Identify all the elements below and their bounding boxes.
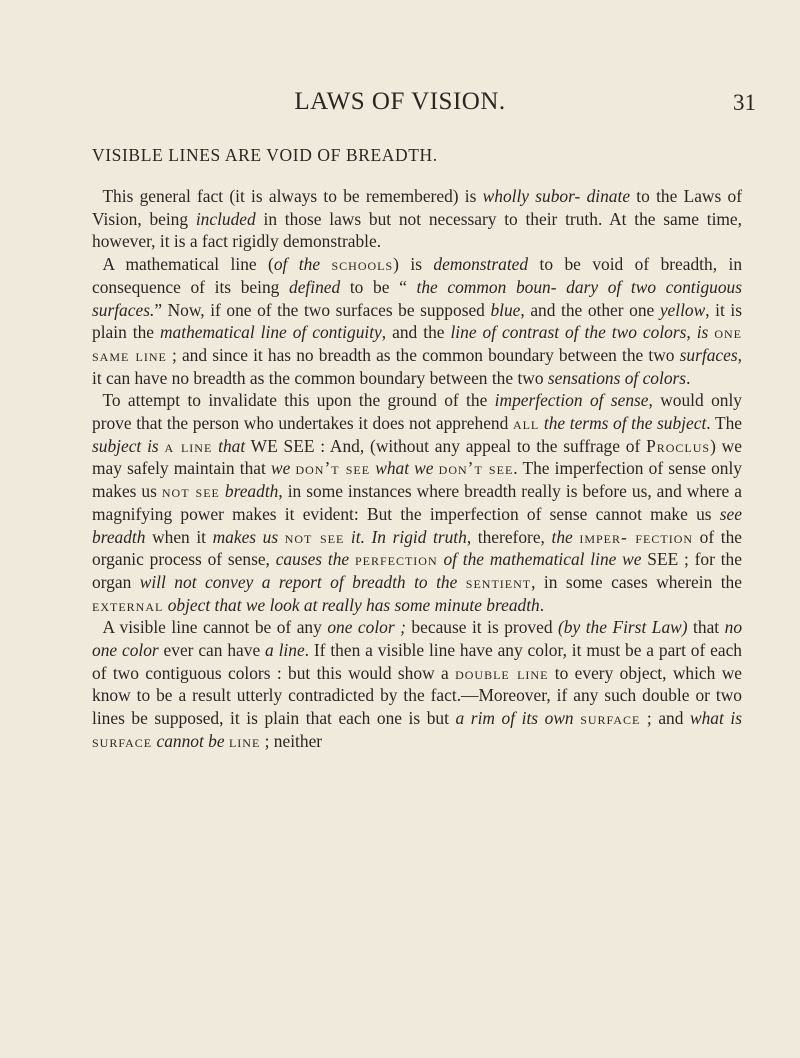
text-run: A mathematical line ( — [102, 254, 274, 275]
text-run: SEE ; for the organ — [92, 549, 742, 592]
text-run — [457, 572, 465, 592]
paragraph-3 — [92, 389, 742, 616]
text-run — [344, 527, 351, 547]
text-run: defined — [289, 276, 341, 297]
text-run: ; and — [640, 708, 690, 729]
text-run: one color ; — [327, 617, 406, 638]
text-run: perfection — [354, 549, 438, 570]
text-run: no one color — [92, 617, 743, 661]
text-run: what we — [375, 458, 434, 479]
text-run: (by the First Law) — [558, 617, 688, 638]
text-run: ; and since it has no breadth as the common boundary between the two — [166, 344, 680, 365]
text-run: schools — [331, 254, 394, 275]
text-run: surface — [92, 730, 153, 751]
text-run — [278, 527, 285, 547]
text-run: the — [551, 526, 573, 547]
paragraph-2 — [92, 253, 742, 389]
text-run: what is — [690, 708, 742, 729]
running-title: LAWS OF VISION. — [294, 88, 506, 115]
text-run: a rim of its own — [455, 708, 574, 729]
text-run: , would only prove that the person who undertakes it does not apprehend — [92, 390, 743, 434]
page-header — [0, 88, 800, 128]
text-run: because it is proved — [405, 617, 559, 638]
text-run: causes the — [275, 549, 350, 570]
paragraph-1 — [92, 185, 742, 253]
text-run: ) is — [393, 254, 434, 275]
text-run: , therefore, — [466, 526, 552, 547]
text-run: A visible line cannot be of any — [102, 617, 328, 638]
text-run: , it can have no breadth as the common boundary between the two — [92, 344, 742, 388]
text-run: don’t see — [438, 458, 514, 479]
text-run: ; neither — [260, 730, 323, 751]
text-run: see breadth — [92, 503, 742, 547]
text-run: ” Now, if one of the two surfaces be supposed — [154, 299, 491, 320]
text-run: imperfection of sense — [494, 390, 649, 411]
text-run: WE SEE : And, (without any appeal to the suffrage of — [245, 435, 647, 456]
text-run: line — [228, 730, 261, 751]
text-run: wholly subor- dinate — [482, 186, 631, 206]
text-run: , and the — [381, 322, 451, 343]
text-run: don’t see — [295, 458, 371, 479]
text-run: sentient — [465, 571, 532, 592]
text-run: breadth — [224, 481, 279, 502]
text-run: sensations of colors — [547, 367, 687, 388]
text-run: of the mathematical line we — [443, 549, 642, 570]
text-run: the terms of the subject — [543, 413, 707, 434]
text-run: when it — [145, 526, 213, 547]
text-run: object that we look at really has some minute breadth — [167, 594, 540, 615]
text-run: , in some cases wherein the — [531, 571, 742, 592]
body-text — [92, 185, 742, 753]
text-run — [320, 254, 331, 274]
text-run: . The — [706, 413, 742, 434]
text-run: makes us — [212, 526, 279, 547]
text-run: cannot be — [156, 730, 225, 751]
text-run: to be “ — [340, 276, 417, 297]
text-run: of the organic process of sense, — [92, 526, 742, 570]
text-run: ) we may safely maintain that — [92, 435, 742, 479]
text-run: that — [218, 435, 246, 456]
text-run: Proclus — [646, 435, 711, 456]
text-run: surface — [580, 708, 641, 729]
page-number: 31 — [733, 90, 756, 115]
text-run: line of contrast of the two colors, is — [450, 322, 709, 343]
text-run: ever can have — [158, 640, 266, 661]
text-run: that — [687, 617, 725, 638]
text-run: mathematical line of contiguity — [160, 322, 382, 343]
text-run: will not convey a report of breadth to the — [139, 571, 458, 592]
text-run: not see — [284, 526, 345, 547]
text-run: external — [92, 594, 164, 615]
text-run: we — [270, 458, 291, 479]
text-run: a line — [164, 435, 213, 456]
text-run: To attempt to invalidate this upon the ground of the — [102, 390, 495, 411]
text-run: to the Laws of Vision, being — [92, 186, 742, 229]
text-run: . — [686, 367, 691, 388]
text-run: it. In rigid truth — [350, 526, 467, 547]
text-run: This general fact (it is always to be remembered) is — [102, 186, 483, 206]
text-run: in those laws but not necessary to their truth. At the same time, however, it is a fact rigidly demonstrable. — [92, 208, 742, 252]
text-run: the common boun- dary of two contiguous surfaces. — [92, 276, 742, 320]
text-run: blue — [490, 299, 521, 320]
text-run: yellow — [659, 299, 706, 320]
text-run: of the — [273, 254, 321, 275]
text-run: , in some instances where breadth really is before us, and where a magnifying power makes it evident: But the imperfection of sense cannot make us — [92, 481, 742, 524]
text-run: all — [512, 413, 540, 434]
text-run: , and the other one — [520, 299, 660, 320]
text-run: surfaces — [679, 344, 738, 365]
text-run: included — [195, 208, 256, 229]
paragraph-4 — [92, 616, 742, 752]
text-run: to every object, which we know to be a result utterly contradicted by the fact.—Moreover, if any such double or two lines be supposed, it is plain that each one is but — [92, 662, 742, 729]
text-run: double line — [455, 662, 549, 683]
text-run: , it is plain the — [92, 299, 742, 343]
text-run: one same line — [92, 322, 742, 365]
text-run: demonstrated — [433, 254, 529, 275]
text-run: to be void of breadth, in consequence of its being — [92, 254, 743, 297]
text-run: . If then a visible line have any color, it must be a part of each of two contiguous colors : but this would show a — [92, 640, 742, 683]
text-run: . The imperfection of sense only makes us — [92, 458, 742, 502]
text-run: . — [539, 594, 545, 615]
section-title: VISIBLE LINES ARE VOID OF BREADTH. — [92, 145, 438, 165]
text-run: imper- fection — [579, 526, 694, 547]
text-run: not see — [161, 481, 220, 502]
text-run: subject is — [92, 435, 159, 456]
text-run: a line — [265, 640, 305, 661]
